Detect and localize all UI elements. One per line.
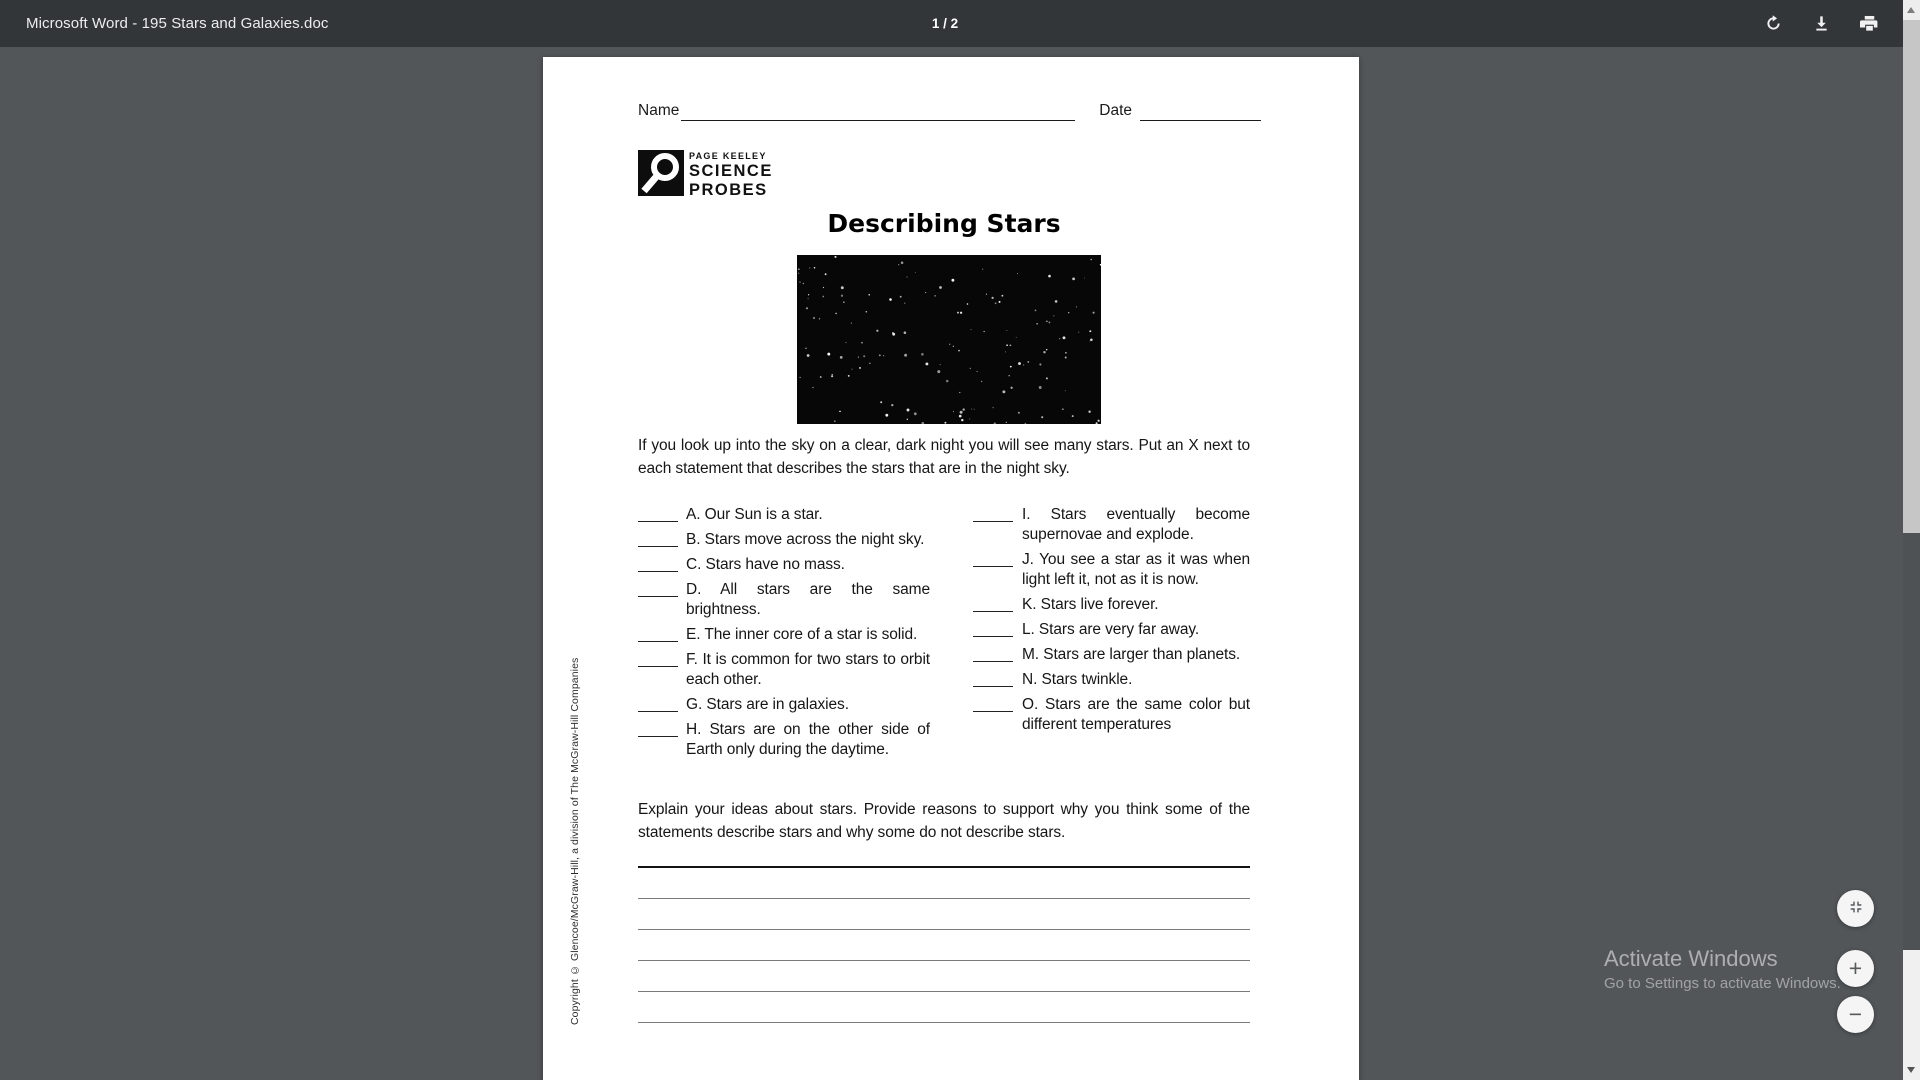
toolbar-actions xyxy=(1762,0,1880,47)
answer-blank xyxy=(638,505,678,522)
logo-text-probes: PROBES xyxy=(689,180,768,199)
zoom-in-button[interactable] xyxy=(1837,950,1874,987)
answer-blank xyxy=(973,620,1013,637)
checklist-item-a: A. Our Sun is a star. xyxy=(638,505,930,525)
vertical-scrollbar xyxy=(1903,0,1920,1080)
print-button[interactable] xyxy=(1858,13,1880,35)
answer-blank xyxy=(638,555,678,572)
answer-blank xyxy=(638,530,678,547)
watermark-line1: Activate Windows xyxy=(1604,946,1778,971)
answer-blank xyxy=(638,695,678,712)
scrollbar-thumb[interactable] xyxy=(1903,20,1920,533)
name-blank-line xyxy=(681,103,1075,121)
starfield-image xyxy=(797,255,1101,424)
checklist-item-n: N. Stars twinkle. xyxy=(973,670,1250,690)
checklist-item-f: F. It is common for two stars to orbit each other. xyxy=(638,650,930,690)
answer-blank xyxy=(973,505,1013,522)
answer-blank xyxy=(973,695,1013,712)
minus-icon: − xyxy=(1848,1001,1863,1027)
checklist-item-c: C. Stars have no mass. xyxy=(638,555,930,575)
zoom-out-button[interactable] xyxy=(1837,996,1874,1033)
watermark-line2: Go to Settings to activate Windows. xyxy=(1604,975,1841,992)
date-blank-line xyxy=(1140,103,1261,121)
scrollbar-track-lower[interactable] xyxy=(1903,950,1920,1080)
answer-blank xyxy=(638,625,678,642)
checklist-item-k: K. Stars live forever. xyxy=(973,595,1250,615)
answer-blank xyxy=(638,650,678,667)
explain-prompt: Explain your ideas about stars. Provide reasons to support why you think some of the statements describe stars and why some do not describe stars. xyxy=(638,801,1250,841)
scroll-up-icon xyxy=(1907,7,1915,13)
checklist-item-o: O. Stars are the same color but different temperatures xyxy=(973,695,1250,735)
logo-text-science: SCIENCE xyxy=(689,162,773,180)
fit-page-icon xyxy=(1848,899,1864,918)
fit-page-button[interactable] xyxy=(1837,890,1874,927)
answer-blank xyxy=(638,580,678,597)
checklist-item-l: L. Stars are very far away. xyxy=(973,620,1250,640)
checklist-item-i: I. Stars eventually become supernovae and explode. xyxy=(973,505,1250,545)
answer-blank xyxy=(973,670,1013,687)
writing-line xyxy=(638,899,1250,930)
checklist-item-j: J. You see a star as it was when light left it, not as it is now. xyxy=(973,550,1250,590)
checklist-item-h: H. Stars are on the other side of Earth only during the daytime. xyxy=(638,720,930,760)
logo-text-page-keeley: PAGE KEELEY xyxy=(689,151,767,161)
name-date-row xyxy=(638,102,1261,121)
plus-icon: + xyxy=(1848,955,1863,981)
checklist-item-e: E. The inner core of a star is solid. xyxy=(638,625,930,645)
page-keeley-logo xyxy=(638,150,773,201)
writing-line xyxy=(638,930,1250,961)
date-label: Date xyxy=(1099,102,1132,119)
answer-blank xyxy=(638,720,678,737)
checklist-left-column xyxy=(638,505,930,765)
writing-line xyxy=(638,992,1250,1023)
checklist-item-b: B. Stars move across the night sky. xyxy=(638,530,930,550)
viewer-toolbar xyxy=(0,0,1920,47)
checklist-item-d: D. All stars are the same brightness. xyxy=(638,580,930,620)
magnifier-logo-icon xyxy=(638,150,684,201)
worksheet-title: Describing Stars xyxy=(827,209,1061,238)
document-title-bar: Microsoft Word - 195 Stars and Galaxies.doc xyxy=(26,15,329,32)
answer-blank xyxy=(973,550,1013,567)
intro-paragraph: If you look up into the sky on a clear, dark night you will see many stars. Put an X next to each statement that describes the stars that are in the night sky. xyxy=(638,437,1250,477)
document-page xyxy=(543,57,1359,1080)
answer-blank xyxy=(973,595,1013,612)
name-label: Name xyxy=(638,102,680,119)
writing-lines xyxy=(638,837,1250,1023)
scroll-up-button[interactable] xyxy=(1903,0,1920,20)
checklist-item-g: G. Stars are in galaxies. xyxy=(638,695,930,715)
writing-line xyxy=(638,961,1250,992)
scrollbar-track[interactable] xyxy=(1903,533,1920,950)
page-indicator: 1 / 2 xyxy=(931,16,959,31)
download-button[interactable] xyxy=(1810,13,1832,35)
rotate-button[interactable] xyxy=(1762,13,1784,35)
answer-blank xyxy=(973,645,1013,662)
vertical-copyright: Copyright © Glencoe/McGraw-Hill, a division of The McGraw-Hill Companies xyxy=(569,657,581,1025)
writing-line xyxy=(638,868,1250,899)
print-icon xyxy=(1860,14,1879,33)
download-icon xyxy=(1812,14,1831,33)
rotate-icon xyxy=(1764,14,1783,33)
checklist-right-column xyxy=(973,505,1250,740)
scroll-down-icon[interactable] xyxy=(1907,1067,1915,1073)
activate-windows-watermark xyxy=(1604,946,1841,992)
checklist-item-m: M. Stars are larger than planets. xyxy=(973,645,1250,665)
writing-line xyxy=(638,837,1250,868)
